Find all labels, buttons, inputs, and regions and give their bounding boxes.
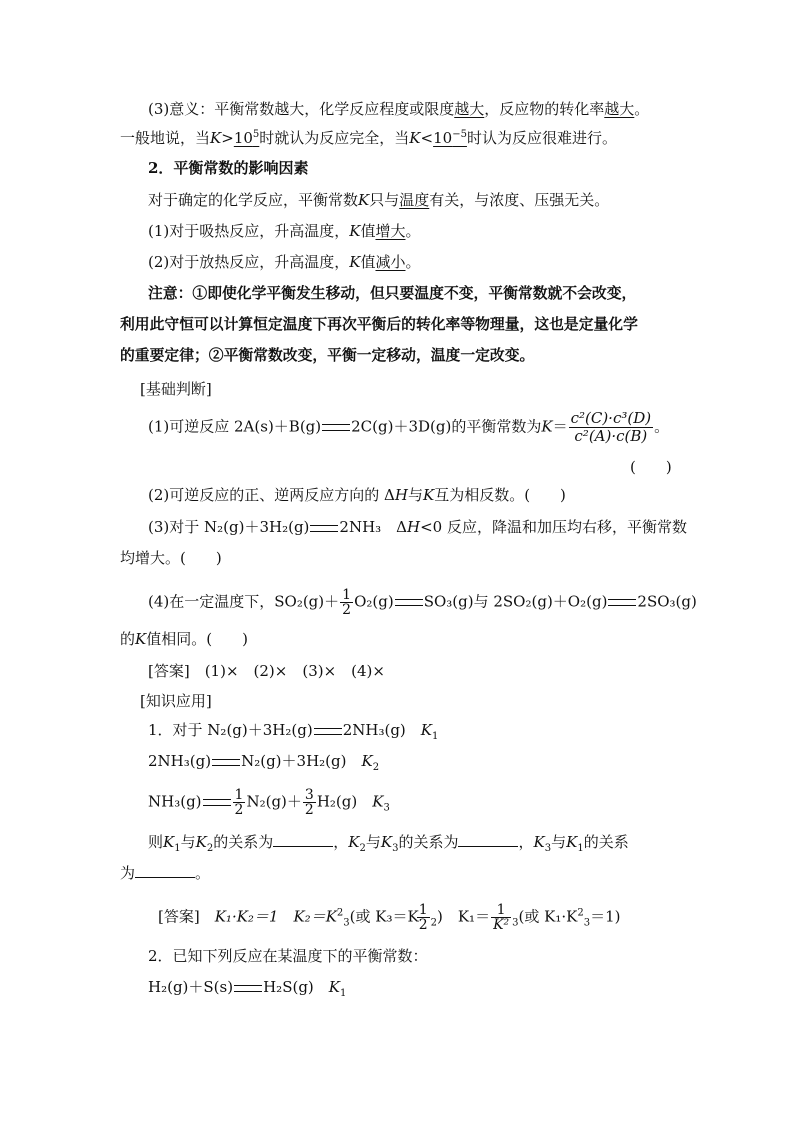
note-line1: 注意：①即使化学平衡发生移动，但只要温度不变，平衡常数就不会改变， [148,285,637,302]
numerator: 3 [304,787,314,803]
s2-line1 [148,189,609,211]
judge-q2 [148,484,566,506]
text: ＝ [552,417,568,436]
judge-q1 [148,410,669,445]
denominator: 2 [418,917,428,933]
equilibrium-sign [212,759,240,766]
equilibrium-sign [322,424,350,431]
denominator: 2 [342,602,352,618]
text: 10 [233,129,253,147]
text: (或 K₃＝K [349,907,419,926]
text: SO₃(g)与 2SO₂(g)＋O₂(g) [423,592,608,611]
text: H₂(g) [316,792,373,811]
h-symbol: H [394,486,408,504]
text: H₂(g)＋S(s) [148,978,234,996]
answer-blank[interactable] [273,832,333,847]
text: 2SO₃(g) [637,592,697,611]
text: 的关系为 [213,833,274,851]
underline-answer: 越大 [604,100,635,118]
judge-q3-cont: 均增大。( ) [120,549,222,567]
text: (3)对于 N₂(g)＋3H₂(g) [148,518,310,536]
text: 。 [405,253,421,271]
text: 值相同。( ) [146,630,248,648]
k-symbol: K [328,978,340,996]
text: ＝1) [590,907,621,926]
equilibrium-sign [203,799,231,806]
judge-answer: [答案] (1)× (2)× (3)× (4)× [148,662,385,680]
text: 10 [433,129,453,147]
judge-q3 [148,516,687,538]
note-line2: 利用此守恒可以计算恒定温度下再次平衡后的转化率等物理量，这也是定量化学 [120,316,638,333]
k-symbol: K [210,129,222,147]
text: 则 [148,833,164,851]
k-symbol: K [409,129,421,147]
k-symbol: K [420,721,432,739]
text: > [221,129,234,147]
note-line3: 的重要定律；②平衡常数改变，平衡一定移动，温度一定改变。 [120,347,535,364]
equilibrium-sign [310,525,338,532]
underline-answer: 减小 [375,253,406,271]
apply-r3 [148,788,390,817]
fraction [233,788,246,817]
subscript: 3 [383,802,390,814]
text: (3)意义：平衡常数越大，化学反应程度或限度 [148,100,455,118]
numerator: 1 [418,902,428,918]
text: 。 [634,100,650,118]
text: 对于确定的化学反应，平衡常数 [148,191,359,209]
text: 与 [365,833,381,851]
superscript: −5 [452,129,467,140]
subscript: 2 [372,762,380,773]
text: 。 [195,864,211,882]
text: (1)对于吸热反应，升高温度， [148,222,350,240]
fraction [491,903,511,932]
answer-blank[interactable] [135,863,195,878]
subscript: 1 [432,731,439,742]
subscript: 3 [544,843,552,854]
subscript: 3 [392,843,399,854]
subscript: 1 [174,843,181,854]
text: 为 [120,864,136,882]
equilibrium-sign [314,728,342,735]
numerator: 1 [234,787,244,803]
underline-answer [433,129,467,147]
text: H₂S(g) [263,978,329,996]
text: 与 [180,833,196,851]
judge-header: [基础判断] [140,380,212,398]
h-symbol: H [407,518,421,536]
text: (或 K₁·K [518,907,578,926]
superscript: 2 [577,907,584,919]
equilibrium-sign [395,599,423,606]
judge-q4-cont [120,628,248,650]
text: (4)在一定温度下，SO₂(g)＋ [148,592,340,611]
text: 2NH₃(g) [342,721,421,739]
underline-answer: 增大 [375,222,406,240]
text: O₂(g) [354,592,394,611]
subscript: 1 [577,843,584,854]
subscript: 2 [430,917,437,929]
k-symbol: K [541,417,553,436]
subscript: 3 [512,917,519,929]
numerator: 1 [342,587,352,603]
fraction [417,903,430,932]
text: 的关系 [583,833,629,851]
text: (2)可逆反应的正、逆两反应方向的 Δ [148,486,395,504]
numerator: 1 [491,903,511,918]
equilibrium-sign [234,985,262,992]
k-symbol: K [349,222,361,240]
text: 一般地说，当 [120,129,211,147]
k-symbol: K [349,253,361,271]
apply-answer [158,903,621,932]
apply-r1 [148,719,438,741]
judge-q4 [148,588,697,617]
k-symbol: K [163,833,175,851]
text: 只与 [369,191,400,209]
equilibrium-sign [608,599,636,606]
underline-answer: 越大 [454,100,485,118]
s2-line2 [148,220,421,242]
superscript: 2 [336,907,344,919]
text: (2)对于放热反应，升高温度， [148,253,350,271]
text: 的 [120,630,136,648]
text: (1)可逆反应 2A(s)＋B(g) [148,417,322,436]
k-symbol: K [422,486,435,504]
k-symbol: K [348,833,360,851]
underline-answer [234,129,259,147]
text: 与 [551,833,567,851]
denominator: 2 [234,802,244,818]
text: ) K₁＝ [437,907,491,926]
k-symbol: K [135,630,147,648]
k-symbol: K [195,833,207,851]
fraction [569,410,654,445]
text: 的关系为 [398,833,459,851]
text: 。 [654,417,670,436]
text: ， [518,833,534,851]
k-symbol: K [361,752,373,770]
text: N₂(g)＋3H₂(g) [241,752,362,770]
text: 值 [360,253,376,271]
text: NH₃(g) [148,792,202,811]
numerator: c²(C)·c³(D) [570,409,652,427]
denominator: c²(A)·c(B) [574,427,648,445]
subscript: 2 [359,843,366,854]
underline-answer: 温度 [399,191,430,209]
s2-line3 [148,251,421,273]
text: K₁·K₂＝1 K₂＝K [214,907,337,926]
text: 2NH₃(g) [148,752,212,770]
superscript: 5 [252,129,260,140]
text: 时认为反应很难进行。 [466,129,617,147]
text: 。 [405,222,421,240]
answer-blank[interactable] [458,832,518,847]
subscript: 2 [206,843,214,854]
fraction [303,788,316,817]
text: 与 [407,486,423,504]
text: <0 反应，降温和加压均右移，平衡常数 [420,518,687,536]
apply-r2 [148,750,379,772]
subscript: 1 [340,988,347,999]
k-symbol: K [533,833,545,851]
subscript: 3 [343,917,350,929]
text: 互为相反数。( ) [434,486,566,504]
k-symbol: K [566,833,578,851]
subscript: 3 [583,917,591,929]
text: 值 [360,222,376,240]
k-symbol: K [358,191,370,209]
denominator: K² [493,917,510,933]
text: 有关，与浓度、压强无关。 [429,191,610,209]
fraction [340,588,353,617]
apply-header: [知识应用] [140,692,212,710]
text: 2C(g)＋3D(g)的平衡常数为 [351,417,542,436]
denominator: 2 [304,802,314,818]
text: < [420,129,434,147]
answer-paren: ( ) [630,458,672,476]
apply-ask-line2 [120,862,210,884]
text: ，反应物的转化率 [484,100,605,118]
text: ， [333,833,349,851]
answer-label: [答案] [158,907,215,926]
apply-q2-title: 2．已知下列反应在某温度下的平衡常数： [148,947,428,965]
text: 时就认为反应完全，当 [259,129,410,147]
text: 1．对于 N₂(g)＋3H₂(g) [148,721,313,739]
apply-q2-r1 [148,976,346,998]
apply-ask-line1 [148,831,629,853]
s3-line1 [148,98,649,120]
k-symbol: K [380,833,393,851]
text: 2NH₃ Δ [339,518,408,536]
section-title: 2．平衡常数的影响因素 [148,159,309,177]
k-symbol: K [372,792,384,811]
text: N₂(g)＋ [246,792,302,811]
s3-line2 [120,127,617,149]
